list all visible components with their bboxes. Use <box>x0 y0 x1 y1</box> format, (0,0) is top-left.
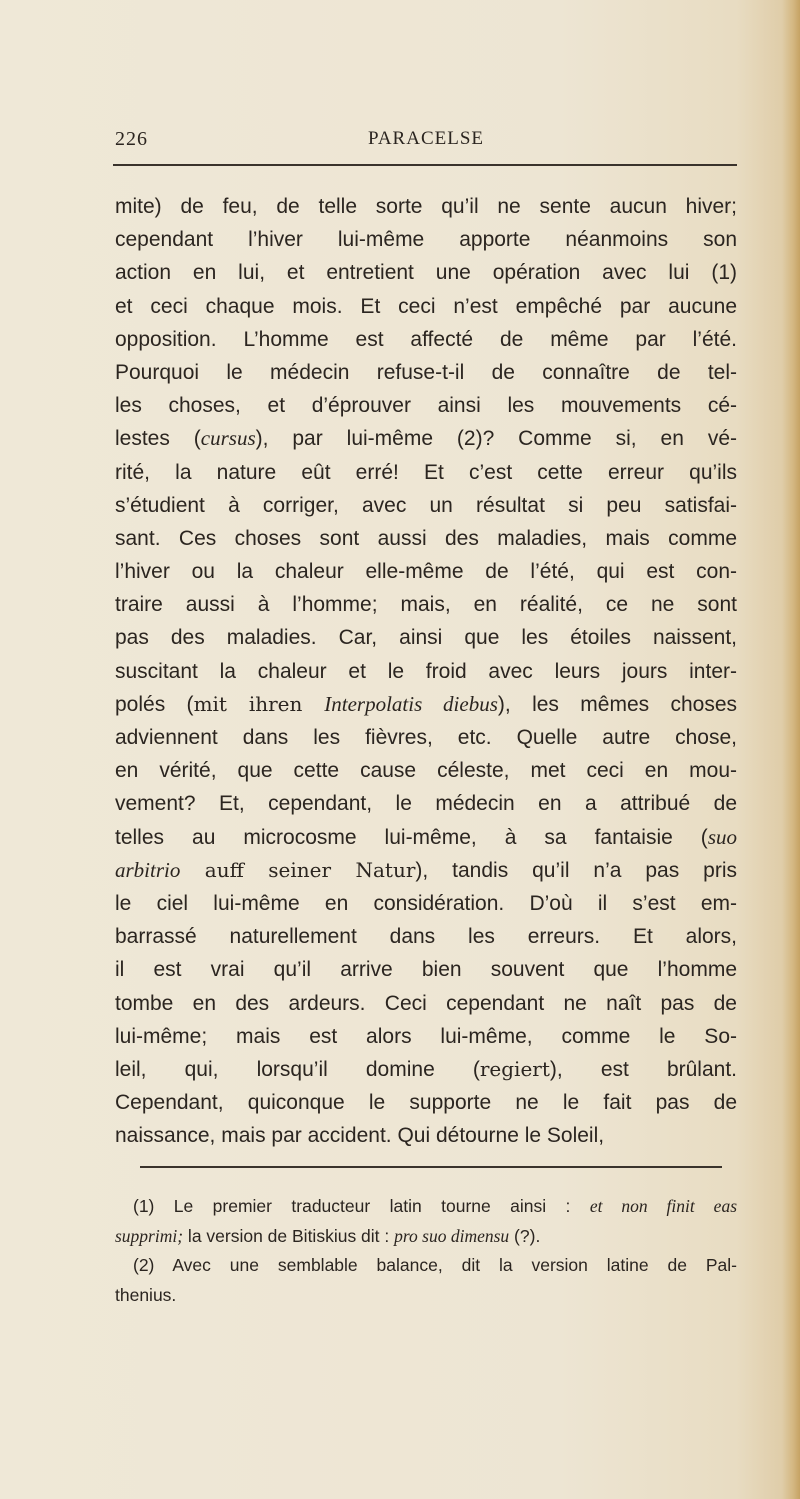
latin-term: pro suo dimensu <box>394 1225 510 1246</box>
latin-term: Interpolatis diebus <box>324 691 498 716</box>
text-line: Pourquoi le médecin refuse-t-il de connaître de tel- <box>115 360 737 384</box>
text-segment: polés ( <box>115 692 194 716</box>
text-line: sant. Ces choses sont aussi des maladies, mais comme <box>115 526 737 550</box>
text-line: s’étudient à corriger, avec un résultat si peu satisfai- <box>115 493 737 517</box>
text-segment: lestes ( <box>115 427 201 451</box>
text-line: le ciel lui-même en considération. D’où il s’est em- <box>115 891 737 915</box>
text-segment: (?). <box>509 1225 541 1246</box>
text-line: les choses, et d’éprouver ainsi les mouvements cé- <box>115 394 737 418</box>
text-line <box>115 1053 737 1086</box>
footnote-2-cont: thenius. <box>115 1284 177 1305</box>
text-line: tombe en des ardeurs. Ceci cependant ne naît pas de <box>115 991 737 1015</box>
text-line: rité, la nature eût erré! Et c’est cette erreur qu’ils <box>115 460 737 484</box>
text-line: suscitant la chaleur et le froid avec leurs jours inter- <box>115 659 737 683</box>
german-term: auff seiner Natur <box>180 857 416 882</box>
header-rule <box>113 164 737 166</box>
text-line: adviennent dans les fièvres, etc. Quelle autre chose, <box>115 726 737 749</box>
text-line: naissance, mais par accident. Qui détourne le Soleil, <box>115 1124 605 1148</box>
text-line: mite) de feu, de telle sorte qu’il ne sente aucun hiver; <box>115 195 737 218</box>
latin-term: arbitrio <box>115 857 181 882</box>
latin-term: et non finit eas <box>589 1196 737 1216</box>
text-line: l’hiver ou la chaleur elle-même de l’été, qui est con- <box>115 560 737 584</box>
text-line: lui-même; mais est alors lui-même, comme le So- <box>115 1024 737 1048</box>
body-text <box>115 190 737 1152</box>
running-head: PARACELSE <box>368 128 484 149</box>
page-header <box>115 128 737 158</box>
latin-term: suo <box>707 824 737 849</box>
text-segment: ), par lui-même (2)? Comme si, en vé- <box>255 427 737 451</box>
text-line: traire aussi à l’homme; mais, en réalité, ce ne sont <box>115 593 737 617</box>
footnote-rule <box>140 1166 722 1168</box>
text-segment: la version de Bitiskius dit : <box>183 1225 395 1246</box>
text-line: opposition. L’homme est affecté de même par l’été. <box>115 327 737 351</box>
german-term: mit ihren <box>193 691 325 716</box>
text-segment: ), est brûlant. <box>549 1057 737 1081</box>
text-line <box>115 854 737 887</box>
text-segment: ), tandis qu’il n’a pas pris <box>415 858 737 882</box>
latin-term: supprimi; <box>115 1225 184 1246</box>
text-line: barrassé naturellement dans les erreurs. Et alors, <box>115 925 737 949</box>
text-segment: (1) Le premier traducteur latin tourne ainsi : <box>133 1196 590 1216</box>
text-segment: leil, qui, lorsqu’il domine ( <box>115 1057 480 1081</box>
text-line: vement? Et, cependant, le médecin en a attribué de <box>115 792 737 816</box>
text-line: Cependant, quiconque le supporte ne le fait pas de <box>115 1091 737 1115</box>
text-line: cependant l’hiver lui-même apporte néanmoins son <box>115 228 737 252</box>
text-line: action en lui, et entretient une opération avec lui (1) <box>115 261 737 285</box>
text-line: et ceci chaque mois. Et ceci n’est empêché par aucune <box>115 294 737 318</box>
latin-term: cursus <box>200 426 256 451</box>
text-line <box>115 821 737 854</box>
footnote-1-cont <box>115 1222 737 1252</box>
text-line <box>115 422 737 455</box>
footnote-1 <box>115 1192 737 1222</box>
text-line: pas des maladies. Car, ainsi que les étoiles naissent, <box>115 626 737 650</box>
text-segment: telles au microcosme lui-même, à sa fantaisie ( <box>115 825 708 849</box>
text-line: il est vrai qu’il arrive bien souvent que l’homme <box>115 958 737 982</box>
text-line: en vérité, que cette cause céleste, met ceci en mou- <box>115 759 737 783</box>
page-number: 226 <box>115 128 148 150</box>
text-line <box>115 688 737 721</box>
text-segment: ), les mêmes choses <box>497 692 738 716</box>
footnote-2: (2) Avec une semblable balance, dit la version latine de Pal- <box>133 1255 737 1275</box>
german-term: regiert <box>479 1056 550 1081</box>
footnotes <box>115 1192 737 1310</box>
page-edge-shadow <box>782 0 800 1499</box>
